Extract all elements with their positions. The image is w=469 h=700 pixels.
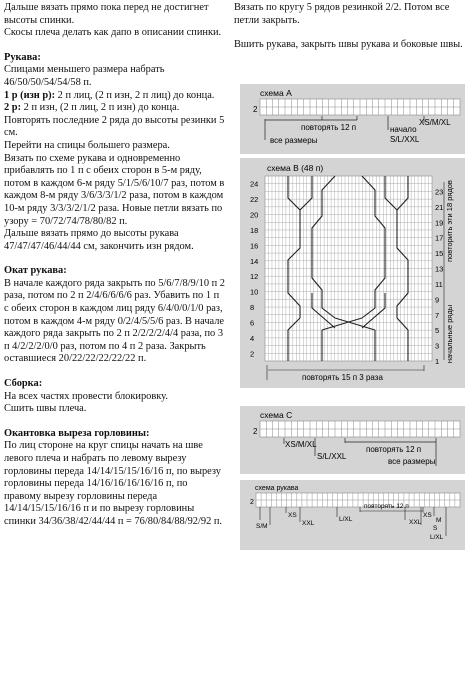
- scheme-a-title: схема А: [260, 88, 292, 98]
- right-text-2: Вшить рукава, закрыть швы рукава и боковые швы.: [234, 39, 463, 51]
- row-2-text: 2 п изн, (2 п лиц, 2 п изн) до конца.: [21, 102, 180, 114]
- scheme-b-repeat-rows: повторить эти 18 рядов: [445, 180, 454, 262]
- sleeve-scheme-chart: [240, 480, 465, 550]
- sleeve-label-m: M: [436, 517, 442, 524]
- left-column: [4, 2, 226, 529]
- scheme-b-left-row-number: 8: [250, 303, 255, 313]
- scheme-b-right-row-number: 3: [435, 341, 440, 351]
- scheme-b-left-row-number: 6: [250, 318, 255, 328]
- scheme-b-right-row-number: 23: [435, 187, 444, 197]
- scheme-b-right-row-number: 15: [435, 249, 444, 259]
- front-text-1: Дальше вязать прямо пока перед не достигнет высоты спинки.: [4, 2, 209, 26]
- scheme-b-left-row-number: 10: [250, 287, 259, 297]
- scheme-b-chart: [240, 158, 465, 388]
- scheme-b-right-row-number: 1: [435, 357, 440, 366]
- scheme-b-left-row-number: 2: [250, 349, 255, 359]
- sleeve-row-2: [4, 102, 226, 115]
- row-1-text: 2 п лиц, (2 п изн, 2 п лиц) до конца.: [55, 89, 215, 101]
- scheme-b-left-row-number: 12: [250, 272, 259, 282]
- sleeve-label-repeat: повторять 12 п: [364, 503, 409, 510]
- scheme-b-left-row-number: 22: [250, 195, 259, 205]
- scheme-b-right-row-number: 17: [435, 233, 444, 243]
- sleeve-scheme-row-num: 2: [250, 499, 254, 506]
- scheme-b-right-row-number: 19: [435, 218, 444, 228]
- sleeve-length: Дальше вязать прямо до высоты рукава 47/47/47/46/44/44 см, закончить изн рядом.: [4, 228, 194, 252]
- sleeve-cast-on: Спицами меньшего размера набрать 46/50/50/54/54/58 п.: [4, 64, 165, 88]
- scheme-b-right-row-number: 11: [435, 279, 443, 289]
- scheme-b-title: схема В (48 п): [267, 163, 324, 173]
- sleeve-label-xxl-right: XXL: [409, 519, 422, 526]
- scheme-b-right-row-number: 13: [435, 264, 444, 274]
- sleeve-label-lxl-right: L/XL: [430, 534, 444, 541]
- scheme-b-right-row-number: 7: [435, 310, 440, 320]
- scheme-c-row-num: 2: [253, 427, 258, 436]
- scheme-b-left-row-number: 18: [250, 225, 259, 235]
- scheme-a-chart: [240, 84, 465, 154]
- front-text-2: Скосы плеча делать как дапо в описании спинки.: [4, 27, 222, 39]
- right-column: [234, 2, 466, 52]
- scheme-b-left-row-number: 4: [250, 333, 255, 343]
- sleeve-label-s: S: [433, 525, 438, 532]
- scheme-b-right-row-number: 5: [435, 326, 440, 336]
- scheme-b-left-row-number: 24: [250, 179, 259, 189]
- sleeve-ribbing: Повторять последние 2 ряда до высоты резинки 5 см.: [4, 114, 225, 139]
- row-1-label: 1 р (изн р):: [4, 89, 56, 101]
- sleeve-label-xs: XS: [288, 512, 297, 519]
- scheme-a-start-sizes: S/L/XXL: [390, 135, 420, 144]
- scheme-a-grid: [260, 99, 460, 115]
- scheme-c-size-1: XS/M/XL: [285, 440, 317, 449]
- scheme-c-chart: [240, 406, 465, 474]
- scheme-b-left-row-number: 16: [250, 241, 259, 251]
- scheme-c-size-2: S/L/XXL: [317, 452, 347, 461]
- assembly-heading: Сборка:: [4, 378, 43, 390]
- scheme-a-row-num: 2: [253, 105, 258, 114]
- cap-text: В начале каждого ряда закрыть по 5/6/7/8/9/10 п 2 раза, потом по 2 п 2/4/6/6/6/6 раз. Убавить по 1 п с обеих сторон в каждом лиц ряду 6/4/0/0/1/0 раз, потом в каждом 4-м ряду 0/2/4/5/5/6 раз. В начале каждого ряда закрыть по 2 п 2/2/2/2/4/4 раза, по 3 п 4/2/2/2/0/0 раз, потом по 4 п 2 раза. Закрыть оставшиеся 20/22/22/22/22/22 п.: [4, 277, 225, 365]
- scheme-c-title: схема С: [260, 410, 293, 420]
- sleeve-label-lxl: L/XL: [339, 516, 353, 523]
- scheme-c-repeat: повторять 12 п: [366, 445, 422, 454]
- row-2-label: 2 р:: [4, 102, 22, 114]
- neck-heading: Окантовка выреза горловины:: [4, 427, 150, 439]
- scheme-b-start-rows: начальные ряды: [445, 304, 454, 364]
- sleeve-label-sm: S/M: [256, 523, 268, 530]
- scheme-b-left-row-number: 14: [250, 256, 259, 266]
- sleeve-heading: Рукава:: [4, 51, 41, 63]
- scheme-a-all-sizes: все размеры: [270, 136, 318, 145]
- neck-text: По лиц стороне на круг спицы начать на шве левого плеча и набрать по левому вырезу горловины переда 14/14/15/15/16/16 п, по вырезу горловины переда 14/16/16/16/16/16 п, по правому вырезу горловины переда 14/14/15/15/16/16 п и по вырезу горловины спинки 34/36/38/42/44/44 п = 76/80/84/88/92/92 п.: [4, 440, 223, 527]
- sleeve-row-1: [4, 90, 226, 103]
- right-text-1: Вязать по кругу 5 рядов резинкой 2/2. Потом все петли закрыть.: [234, 2, 450, 26]
- scheme-b-repeat-st: повторять 15 п 3 раза: [302, 373, 383, 382]
- assembly-text-2: Сшить швы плеча.: [4, 403, 87, 415]
- scheme-a-start: начало: [390, 125, 417, 134]
- assembly-text-1: На всех частях провести блокировку.: [4, 390, 168, 402]
- scheme-b-right-row-number: 9: [435, 295, 440, 305]
- scheme-b-right-row-number: 21: [435, 202, 444, 212]
- sleeve-increases: Вязать по схеме рукава и одновременно прибавлять по 1 п с обеих сторон в 5-м ряду, потом в каждом 6-м ряду 5/1/5/6/10/7 раз, потом в каждом 8-м ряду 3/6/3/3/1/2 раза, потом в каждом 10-м ряду 3/3/3/2/1/2 раза. Новые петли вязать по узору = 70/72/74/78/80/82 п.: [4, 152, 225, 227]
- scheme-a-size-label: XS/M/XL: [419, 118, 451, 127]
- sleeve-scheme-title: схема рукава: [255, 485, 299, 492]
- cap-heading: Окат рукава:: [4, 265, 67, 277]
- sleeve-needles: Перейти на спицы большего размера.: [4, 139, 170, 151]
- scheme-c-all-sizes: все размеры: [388, 457, 436, 466]
- scheme-a-repeat: повторять 12 п: [301, 123, 357, 132]
- sleeve-label-xxl: XXL: [302, 520, 315, 527]
- scheme-b-left-row-number: 20: [250, 210, 259, 220]
- sleeve-label-xs-right: XS: [423, 512, 432, 519]
